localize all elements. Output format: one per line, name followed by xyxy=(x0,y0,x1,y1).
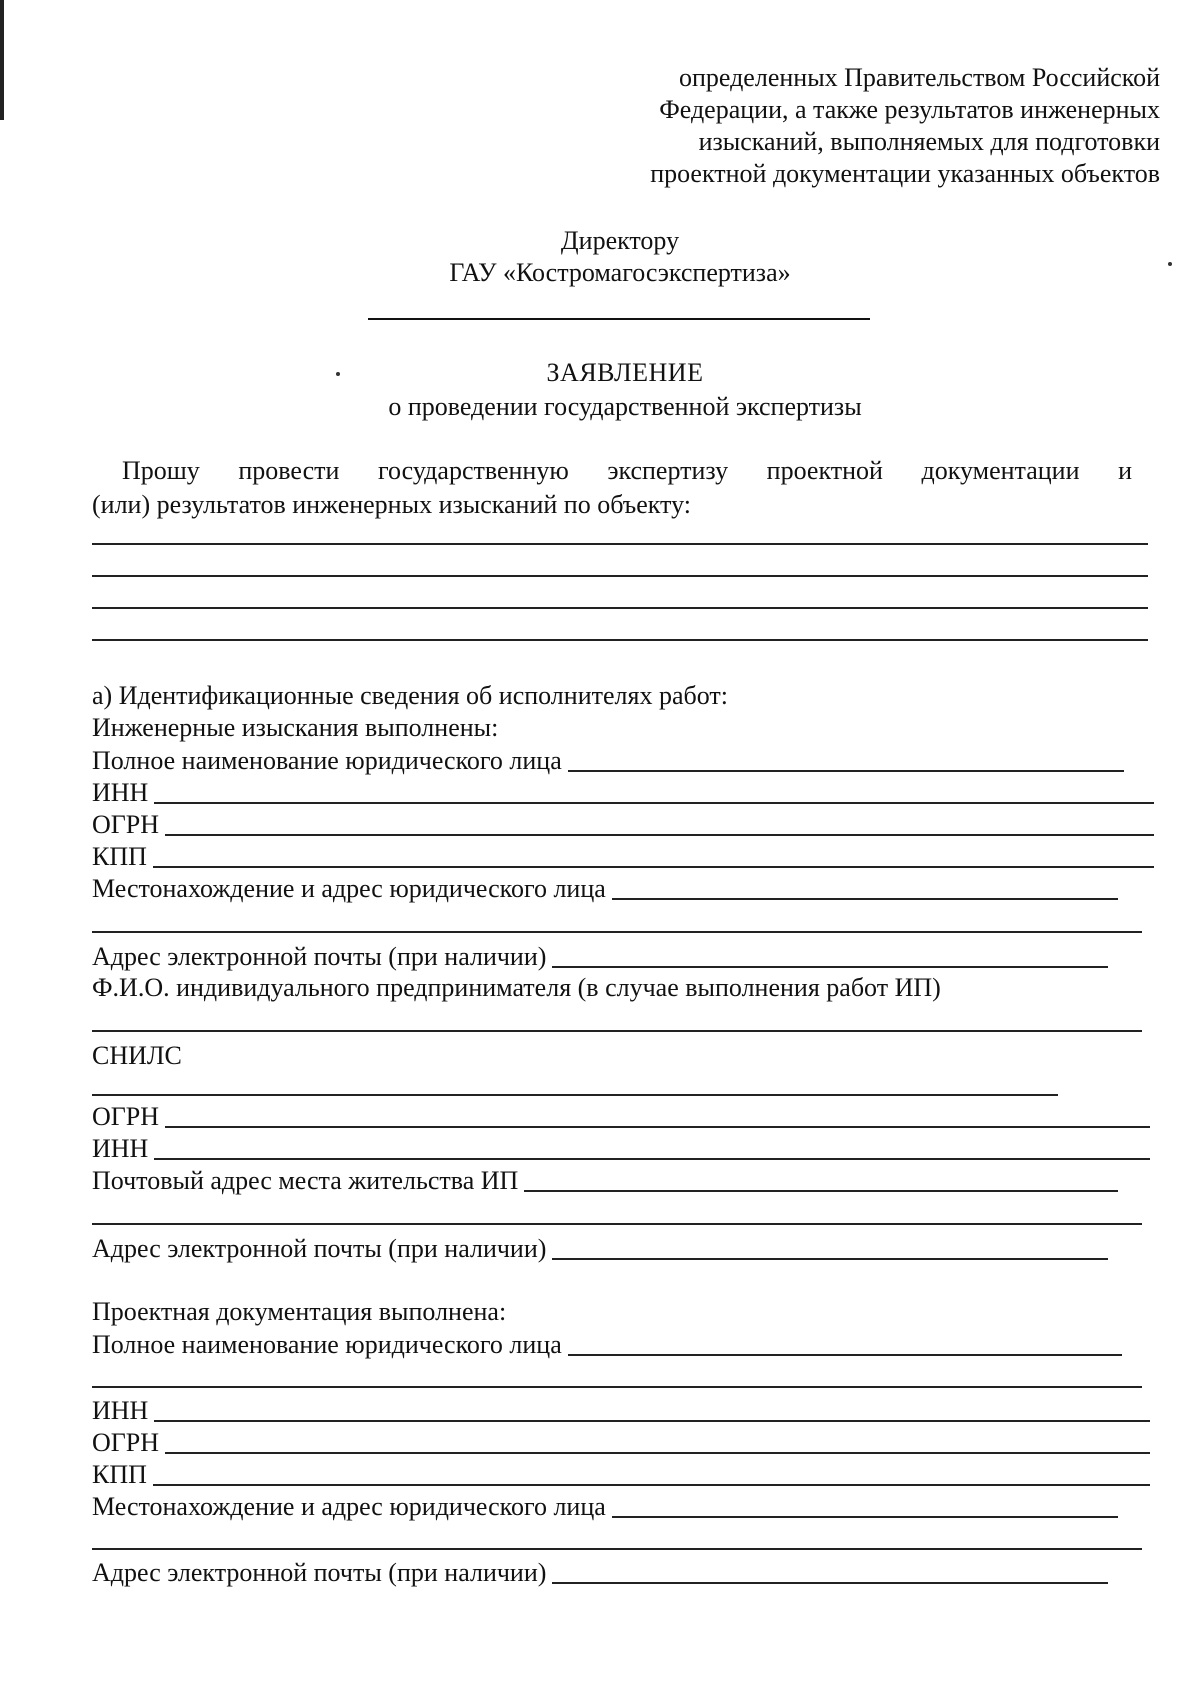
design-email-line[interactable] xyxy=(552,1580,1108,1584)
design-heading: Проектная документация выполнена: xyxy=(92,1297,507,1326)
survey-address-field[interactable] xyxy=(92,872,1118,904)
design-email-label: Адрес электронной почты (при наличии) xyxy=(92,1557,547,1587)
design-address-field[interactable] xyxy=(92,1490,1118,1522)
header-line: изысканий, выполняемых для подготовки xyxy=(698,127,1160,156)
survey-ogrn-line[interactable] xyxy=(165,832,1154,836)
survey-ip-name-line[interactable] xyxy=(92,1030,1142,1032)
survey-ip-inn-line[interactable] xyxy=(154,1156,1150,1160)
object-line-4[interactable] xyxy=(92,639,1148,641)
survey-full-name-label: Полное наименование юридического лица xyxy=(92,745,562,775)
survey-address-line-2[interactable] xyxy=(92,931,1142,933)
section-a-heading: а) Идентификационные сведения об исполнителях работ: xyxy=(92,681,728,710)
survey-ip-email-label: Адрес электронной почты (при наличии) xyxy=(92,1233,547,1263)
addressee-position: Директору xyxy=(560,226,680,255)
survey-ip-inn-label: ИНН xyxy=(92,1133,149,1163)
object-line-2[interactable] xyxy=(92,575,1148,577)
survey-ip-ogrn-field[interactable] xyxy=(92,1100,1150,1132)
survey-email-line[interactable] xyxy=(552,964,1108,968)
survey-email-label: Адрес электронной почты (при наличии) xyxy=(92,941,547,971)
object-line-1[interactable] xyxy=(92,543,1148,545)
design-full-name-line-2[interactable] xyxy=(92,1386,1142,1388)
survey-ip-postal-field[interactable] xyxy=(92,1164,1118,1196)
request-line-1: Прошу провести государственную экспертизу проектной документации и xyxy=(122,456,1132,485)
design-address-label: Местонахождение и адрес юридического лица xyxy=(92,1491,606,1521)
design-address-line[interactable] xyxy=(612,1514,1118,1518)
scan-dot xyxy=(1168,262,1172,266)
applicant-line[interactable] xyxy=(368,318,870,320)
survey-ip-email-field[interactable] xyxy=(92,1232,1108,1264)
survey-ip-postal-label: Почтовый адрес места жительства ИП xyxy=(92,1165,519,1195)
document-title-block xyxy=(300,356,950,424)
request-paragraph xyxy=(92,454,1132,522)
design-email-field[interactable] xyxy=(92,1556,1108,1588)
addressee-block xyxy=(360,225,880,289)
design-kpp-field[interactable] xyxy=(92,1458,1150,1490)
survey-ip-email-line[interactable] xyxy=(552,1256,1108,1260)
survey-full-name-line[interactable] xyxy=(568,768,1124,772)
survey-snils-label: СНИЛС xyxy=(92,1041,182,1070)
survey-kpp-label: КПП xyxy=(92,841,147,871)
design-full-name-line[interactable] xyxy=(568,1352,1122,1356)
survey-address-label: Местонахождение и адрес юридического лица xyxy=(92,873,606,903)
survey-ip-ogrn-line[interactable] xyxy=(165,1124,1150,1128)
survey-ip-postal-line-2[interactable] xyxy=(92,1223,1142,1225)
survey-address-line[interactable] xyxy=(612,896,1118,900)
survey-ip-inn-field[interactable] xyxy=(92,1132,1150,1164)
header-line: Федерации, а также результатов инженерных xyxy=(659,95,1160,124)
document-subtitle: о проведении государственной экспертизы xyxy=(388,392,862,421)
survey-inn-label: ИНН xyxy=(92,777,149,807)
design-inn-line[interactable] xyxy=(154,1418,1150,1422)
scan-margin-mark xyxy=(0,0,4,120)
request-line-2: (или) результатов инженерных изысканий по объекту: xyxy=(92,490,691,519)
design-full-name-label: Полное наименование юридического лица xyxy=(92,1329,562,1359)
object-line-3[interactable] xyxy=(92,607,1148,609)
survey-inn-field[interactable] xyxy=(92,776,1154,808)
survey-kpp-field[interactable] xyxy=(92,840,1154,872)
survey-full-name-field[interactable] xyxy=(92,744,1124,776)
survey-snils-line[interactable] xyxy=(92,1094,1058,1096)
survey-ip-ogrn-label: ОГРН xyxy=(92,1101,160,1131)
design-kpp-label: КПП xyxy=(92,1459,147,1489)
design-ogrn-field[interactable] xyxy=(92,1426,1150,1458)
header-line: проектной документации указанных объектов xyxy=(650,159,1160,188)
design-address-line-2[interactable] xyxy=(92,1548,1142,1550)
header-line: определенных Правительством Российской xyxy=(678,63,1160,92)
survey-ip-name-label: Ф.И.О. индивидуального предпринимателя (в случае выполнения работ ИП) xyxy=(92,973,941,1002)
survey-ogrn-label: ОГРН xyxy=(92,809,160,839)
design-kpp-line[interactable] xyxy=(153,1482,1150,1486)
survey-ip-postal-line[interactable] xyxy=(524,1188,1118,1192)
survey-ogrn-field[interactable] xyxy=(92,808,1154,840)
survey-kpp-line[interactable] xyxy=(153,864,1154,868)
design-inn-label: ИНН xyxy=(92,1395,149,1425)
survey-email-field[interactable] xyxy=(92,940,1108,972)
header-continuation xyxy=(540,62,1160,190)
document-title: ЗАЯВЛЕНИЕ xyxy=(546,358,704,387)
design-ogrn-line[interactable] xyxy=(165,1450,1150,1454)
design-full-name-field[interactable] xyxy=(92,1328,1122,1360)
addressee-organization: ГАУ «Костромагосэкспертиза» xyxy=(449,258,791,287)
design-inn-field[interactable] xyxy=(92,1394,1150,1426)
survey-heading: Инженерные изыскания выполнены: xyxy=(92,713,499,742)
design-ogrn-label: ОГРН xyxy=(92,1427,160,1457)
survey-inn-line[interactable] xyxy=(154,800,1154,804)
